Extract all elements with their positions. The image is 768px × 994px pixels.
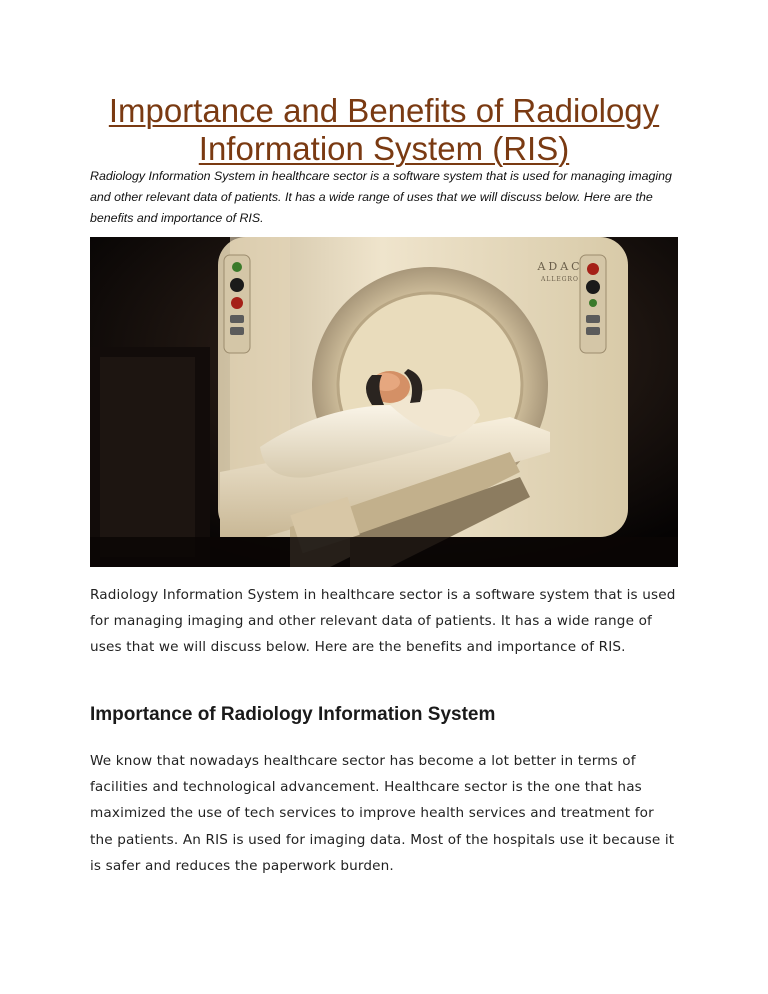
document-title: Importance and Benefits of Radiology Information System (RIS) [108, 92, 660, 167]
paragraph-importance: We know that nowadays healthcare sector has become a lot better in terms of facilities and technological advancement. Healthcare sector is the one that has maximized the use of tech services to improve health services and treatment for the patients. An RIS is used for imaging data. Most of the hospitals use it because it is safer and reduces the paperwork burden. [90, 753, 675, 874]
brand-label: ADAC [537, 260, 583, 273]
section-heading: Importance of Radiology Information System [90, 704, 496, 725]
ct-scanner-photo [90, 237, 678, 567]
brand-sublabel: ALLEGRO [541, 276, 579, 283]
paragraph-intro: Radiology Information System in healthcare sector is a software system that is used for managing imaging and other relevant data of patients. It has a wide range of uses that we will discuss below. Here are the benefits and importance of RIS. [90, 587, 676, 656]
intro-paragraph: Radiology Information System in healthcare sector is a software system that is used for managing imaging and other relevant data of patients. It has a wide range of uses that we will discuss below. Here are the benefits and importance of RIS. [90, 169, 672, 225]
